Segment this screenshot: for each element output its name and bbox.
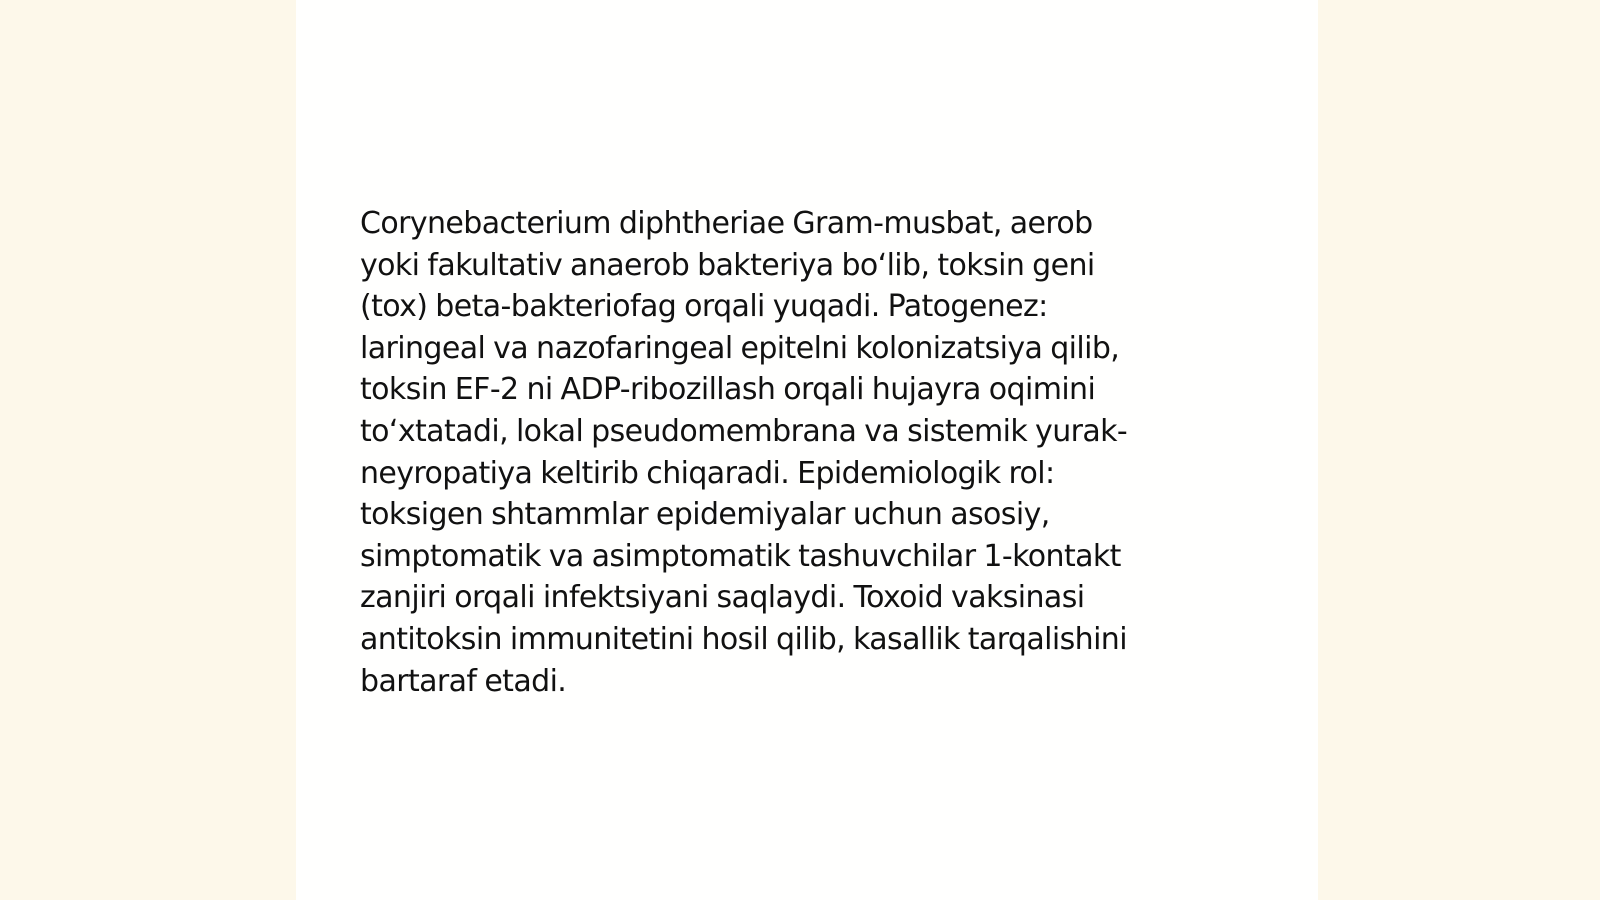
paragraph bbox=[360, 203, 1260, 702]
paragraph-line: Corynebacterium diphtheriae Gram-musbat, aerob bbox=[360, 206, 1093, 241]
paragraph-line: antitoksin immunitetini hosil qilib, kasallik tarqalishini bbox=[360, 621, 1127, 657]
paragraph-line: bartaraf etadi. bbox=[360, 663, 567, 699]
paragraph-line: toksin EF-2 ni ADP-ribozillash orqali hujayra oqimini bbox=[360, 372, 1096, 408]
document-page bbox=[296, 0, 1318, 900]
paragraph-line: neyropatiya keltirib chiqaradi. Epidemiologik rol: bbox=[360, 455, 1055, 491]
paragraph-line: zanjiri orqali infektsiyani saqlaydi. Toxoid vaksinasi bbox=[360, 580, 1085, 616]
paragraph-line: to‘xtatadi, lokal pseudomembrana va sistemik yurak- bbox=[360, 413, 1128, 449]
paragraph-line: toksigen shtammlar epidemiyalar uchun asosiy, bbox=[360, 497, 1050, 533]
paragraph-line: simptomatik va asimptomatik tashuvchilar 1-kontakt bbox=[360, 538, 1121, 574]
paragraph-line: (tox) beta-bakteriofag orqali yuqadi. Patogenez: bbox=[360, 289, 1048, 325]
paragraph-line: laringeal va nazofaringeal epitelni kolonizatsiya qilib, bbox=[360, 330, 1120, 366]
paragraph-line: yoki fakultativ anaerob bakteriya bo‘lib, toksin geni bbox=[360, 247, 1095, 283]
